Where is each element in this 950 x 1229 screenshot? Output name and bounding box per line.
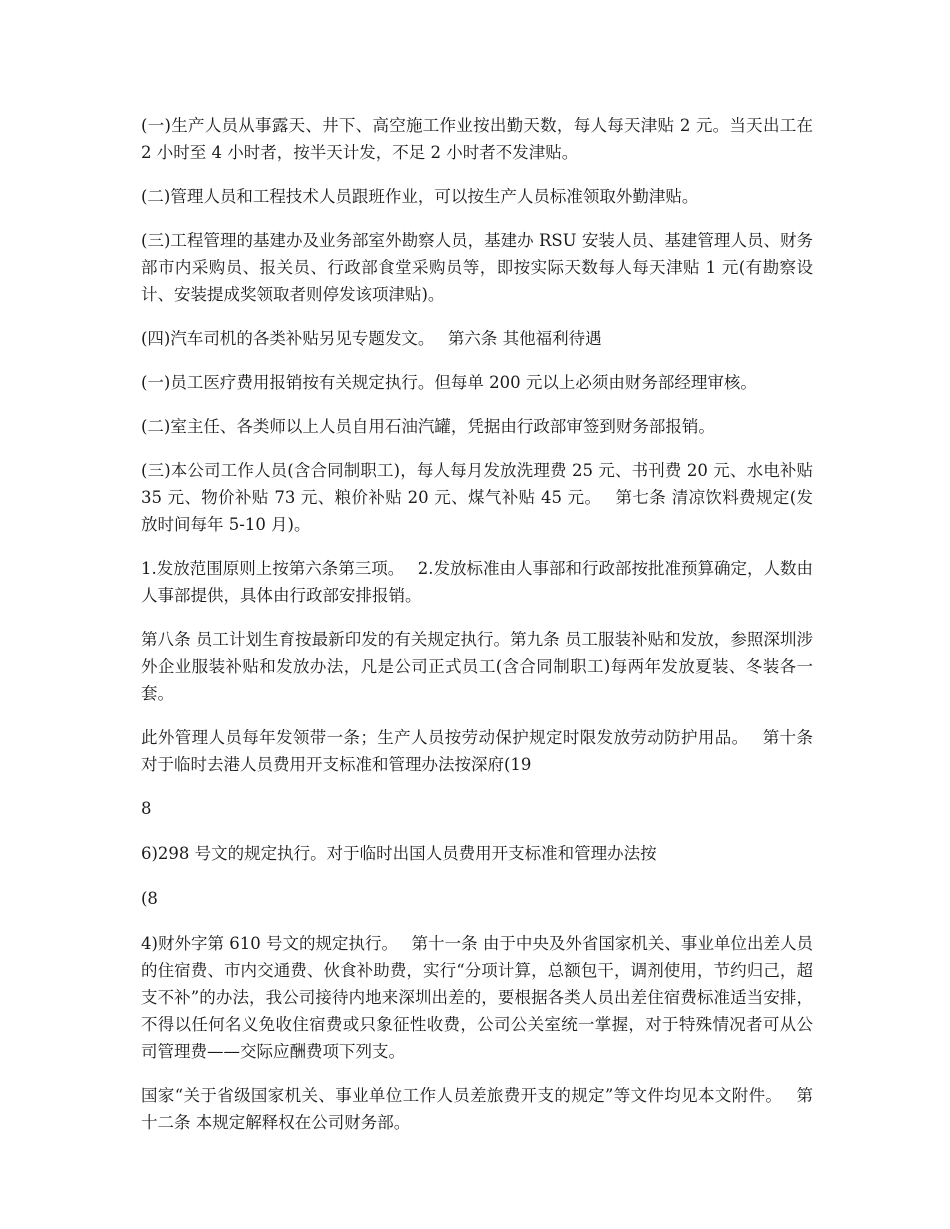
paragraph-interpretation: 国家“关于省级国家机关、事业单位工作人员差旅费开支的规定”等文件均见本文附件。 第十二条 本规定解释权在公司财务部。 — [141, 1086, 813, 1132]
paragraph-fragment-8: 8 — [141, 799, 152, 818]
paragraph-monthly-subsidy: (三)本公司工作人员(含合同制职工)，每人每月发放洗理费 25 元、书刊费 20 元、水电补贴 35 元、物价补贴 73 元、粮价补贴 20 元、煤气补贴 45 元。 第七条 清凉饮料费规定(发放时间每年 5-10 月)。 — [141, 461, 813, 534]
paragraph-reception: 4)财外字第 610 号文的规定执行。 第十一条 由于中央及外省国家机关、事业单位出差人员的住宿费、市内交通费、伙食补助费，实行“分项计算，总额包干，调剂使用，节约归己，超支不补”的办法，我公司接待内地来深圳出差的，要根据各类人员出差住宿费标准适当安排，不得以任何名义免收住宿费或只象征性收费，公司公关室统一掌握，对于特殊情况者可从公司管理费——交际应酬费项下列支。 — [141, 934, 813, 1061]
paragraph-clothing: 第八条 员工计划生育按最新印发的有关规定执行。第九条 员工服装补贴和发放，参照深圳涉外企业服装补贴和发放办法，凡是公司正式员工(含合同制职工)每两年发放夏装、冬装各一套。 — [141, 630, 813, 703]
paragraph-hk-travel: 此外管理人员每年发领带一条；生产人员按劳动保护规定时限发放劳动防护用品。 第十条 对于临时去港人员费用开支标准和管理办法按深府(19 — [141, 728, 813, 774]
document-body — [141, 112, 813, 1153]
paragraph-allowance-management: (二)管理人员和工程技术人员跟班作业，可以按生产人员标准领取外勤津贴。 — [141, 187, 699, 206]
paragraph-allowance-survey: (三)工程管理的基建办及业务部室外勘察人员，基建办 RSU 安装人员、基建管理人员、财务部市内采购员、报关员、行政部食堂采购员等，即按实际天数每人每天津贴 1 元(有勘察设计、安装提成奖领取者则停发该项津贴)。 — [141, 231, 813, 304]
paragraph-beverage: 1.发放范围原则上按第六条第三项。 2.发放标准由人事部和行政部按批准预算确定，人数由人事部提供，具体由行政部安排报销。 — [141, 559, 813, 605]
paragraph-allowance-outdoor: (一)生产人员从事露天、井下、高空施工作业按出勤天数，每人每天津贴 2 元。当天出工在 2 小时至 4 小时者，按半天计发，不足 2 小时者不发津贴。 — [141, 116, 813, 162]
paragraph-gas: (二)室主任、各类师以上人员自用石油汽罐，凭据由行政部审签到财务部报销。 — [141, 417, 715, 436]
paragraph-fragment-paren-8: (8 — [141, 889, 158, 908]
paragraph-medical: (一)员工医疗费用报销按有关规定执行。但每单 200 元以上必须由财务部经理审核。 — [141, 373, 757, 392]
paragraph-overseas-travel: 6)298 号文的规定执行。对于临时出国人员费用开支标准和管理办法按 — [141, 844, 657, 863]
paragraph-driver-allowance: (四)汽车司机的各类补贴另见专题发文。 第六条 其他福利待遇 — [141, 329, 602, 348]
